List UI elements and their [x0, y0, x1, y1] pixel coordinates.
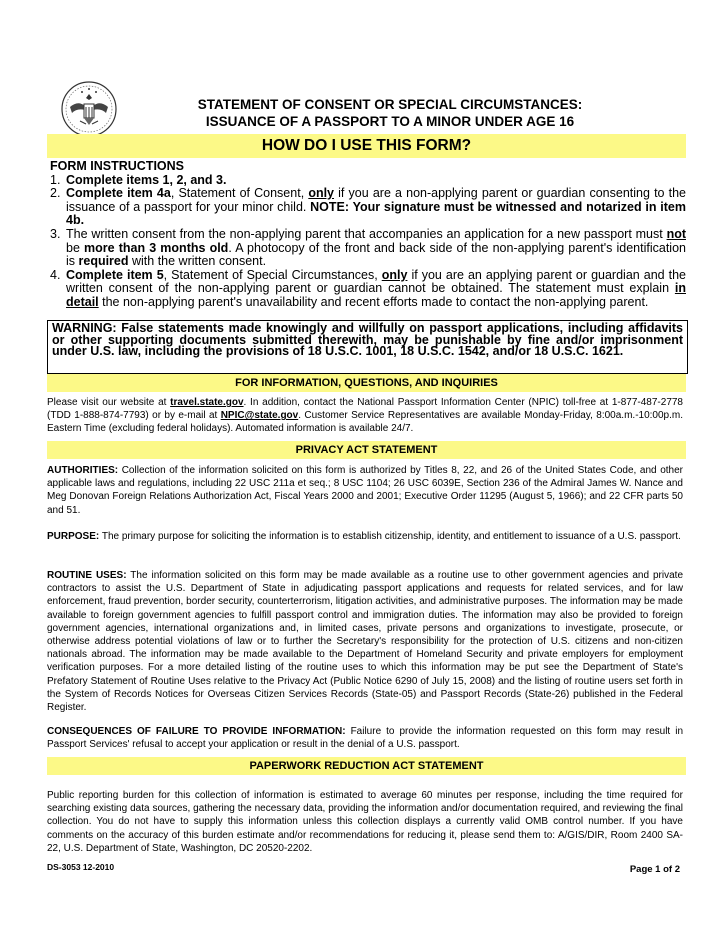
title-line-2: ISSUANCE OF A PASSPORT TO A MINOR UNDER AGE 16: [205, 114, 575, 129]
great-seal-icon: [60, 80, 118, 138]
privacy-section-banner: PRIVACY ACT STATEMENT: [47, 441, 686, 459]
instructions-heading: FORM INSTRUCTIONS: [50, 159, 185, 173]
how-to-use-banner: HOW DO I USE THIS FORM?: [47, 134, 686, 158]
email-link[interactable]: NPIC@state.gov: [220, 410, 299, 422]
form-instructions: [50, 160, 686, 310]
paperwork-section-banner: PAPERWORK REDUCTION ACT STATEMENT: [47, 757, 686, 775]
info-paragraph: Please visit our website at travel.state.gov. In addition, contact the National Passport Information Center (NPIC) toll-free at 1-877-487-2778 (TDD 1-888-874-7793) or by e-mail at NPIC@state.gov. Customer Service Representatives are available Monday-Friday, 8:00a.m.-10:00p.m. Eastern Time (excluding federal holidays). Automated information is available 24/7.: [47, 397, 683, 435]
instruction-item-2: 2. Complete item 4a, Statement of Consent, only if you are a non-applying parent or guardian consenting to the issuance of a passport for your minor child. NOTE: Your signature must be witnessed and notarized in item 4b.: [50, 186, 687, 228]
form-id: DS-3053 12-2010: [47, 862, 115, 872]
form-title: [120, 96, 660, 130]
routine-uses-paragraph: ROUTINE USES: The information solicited on this form may be made available as a routine use to other government agencies and private contractors to assist the U.S. Department of State in adjudicating passport applications and requests for related services, and for law enforcement, fraud prevention, border security, counterterrorism, litigation activities, and administrative purposes. The information may be made available to foreign government agencies to fulfill passport control and immigration duties. The information may also be provided to foreign government agencies, international organizations and, in limited cases, private persons and organizations to investigate, prosecute, or otherwise address potential violations of law or to further the Secretary's responsibility for the protection of U.S. citizens and non-citizen nationals abroad. The information may be made available to the Department of Homeland Security and private employers for employment verification purposes. For a more detailed listing of the routine uses to which this information may be put see the Department of State's Prefatory Statement of Routine Uses relative to the Privacy Act (Public Notice 6290 of July 15, 2008) and the listing of routine users set forth in the System of Records Notices for Overseas Citizen Services Records (State-05) and Passport Records (State-26) published in the Federal Register.: [47, 570, 684, 714]
page-number: Page 1 of 2: [629, 864, 680, 875]
website-link[interactable]: travel.state.gov: [170, 397, 244, 408]
instruction-item-3: 3. The written consent from the non-applying parent that accompanies an application for a new passport must not be more than 3 months old. A photocopy of the front and back side of the non-applying parent's identification is required with the written consent.: [50, 226, 686, 269]
purpose-paragraph: PURPOSE: The primary purpose for soliciting the information is to establish citizenship, identity, and entitlement to issuance of a U.S. passport.: [47, 531, 681, 542]
consequences-paragraph: CONSEQUENCES OF FAILURE TO PROVIDE INFORMATION: Failure to provide the information requested on this form may result in Passport Services' refusal to accept your application or result in the denial of a U.S. passport.: [47, 726, 684, 751]
info-section-banner: FOR INFORMATION, QUESTIONS, AND INQUIRIES: [47, 374, 686, 392]
title-line-1: STATEMENT OF CONSENT OR SPECIAL CIRCUMSTANCES:: [197, 97, 583, 112]
warning-box: WARNING: False statements made knowingly and willfully on passport applications, including affidavits or other supporting documents submitted therewith, may be punishable by fine and/or imprisonment under U.S. law, including the provisions of 18 U.S.C. 1001, 18 U.S.C. 1542, and/or 18 U.S.C. 1621.: [47, 320, 688, 374]
instruction-item-1: 1. Complete items 1, 2, and 3.: [50, 172, 227, 187]
instruction-item-4: 4. Complete item 5, Statement of Special Circumstances, only if you are an applying parent or guardian and the written consent of the non-applying parent or guardian cannot be obtained. The statement must explain in detail the non-applying parent's unavailability and recent efforts made to contact the non-applying parent.: [50, 267, 686, 309]
paperwork-paragraph: Public reporting burden for this collection of information is estimated to average 60 minutes per response, including the time required for searching existing data sources, gathering the necessary data, providing the information and/or documentation required, and reviewing the final collection. You do not have to supply this information unless this collection displays a currently valid OMB control number. If you have comments on the accuracy of this burden estimate and/or recommendations for reducing it, please send them to: A/GIS/DIR, Room 2400 SA-22, U.S. Department of State, Washington, DC 20520-2202.: [47, 790, 683, 854]
authorities-paragraph: AUTHORITIES: Collection of the information solicited on this form is authorized by Titles 8, 22, and 26 of the United States Code, and other applicable laws and regulations, including 22 USC 211a et seq.; 8 USC 1104; 26 USC 6039E, Section 236 of the Admiral James W. Nance and Meg Donovan Foreign Relations Authorization Act, Fiscal Years 2000 and 2001; Executive Order 11295 (August 5, 1966); and 22 CFR parts 50 and 51.: [47, 465, 683, 516]
